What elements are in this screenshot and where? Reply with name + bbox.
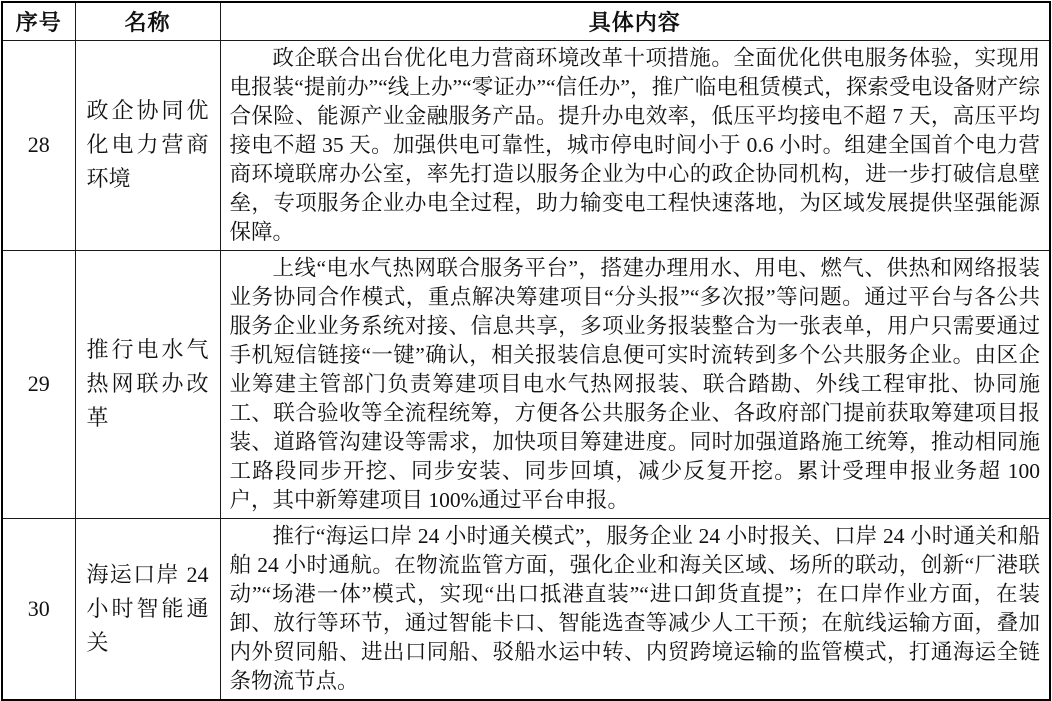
row-number-cell: 30 bbox=[2, 518, 75, 700]
measure-content-cell: 政企联合出台优化电力营商环境改革十项措施。全面优化供电服务体验，实现用电报装“提前办”“线上办”“零证办”“信任办”，推广临电租赁模式，探索受电设备财产综合保险、能源产业金融服务产品。提升办电效率，低压平均接电不超 7 天，高压平均接电不超 35 天。加强供电可靠性，城市停电时间小于 0.6 小时。组建全国首个电力营商环境联席办公室，率先打造以服务企业为中心的政企协同机构，进一步打破信息壁垒，专项服务企业办电全过程，助力输变电工程快速落地，为区域发展提供坚强能源保障。 bbox=[220, 40, 1050, 250]
policy-measures-table bbox=[1, 1, 1051, 701]
row-number-cell: 29 bbox=[2, 250, 75, 518]
measure-content-cell: 推行“海运口岸 24 小时通关模式”，服务企业 24 小时报关、口岸 24 小时通关和船舶 24 小时通航。在物流监管方面，强化企业和海关区域、场所的联动，创新“厂港联动”“场港一体”模式，实现“出口抵港直装”“进口卸货直提”；在口岸作业方面，在装卸、放行等环节，通过智能卡口、智能选查等减少人工干预；在航线运输方面，叠加内外贸同船、进出口同船、驳船水运中转、内贸跨境运输的监管模式，打通海运全链条物流节点。 bbox=[220, 518, 1050, 700]
column-header-name: 名称 bbox=[75, 2, 220, 40]
row-number-cell: 28 bbox=[2, 40, 75, 250]
document-page bbox=[0, 1, 1052, 693]
measure-name-cell: 推行电水气热网联办改革 bbox=[75, 250, 220, 518]
measure-name-cell: 海运口岸 24 小时智能通关 bbox=[75, 518, 220, 700]
table-header-row bbox=[2, 2, 1050, 40]
measure-content-cell: 上线“电水气热网联合服务平台”，搭建办理用水、用电、燃气、供热和网络报装业务协同合作模式，重点解决筹建项目“分头报”“多次报”等问题。通过平台与各公共服务企业业务系统对接、信息共享，多项业务报装整合为一张表单，用户只需要通过手机短信链接“一键”确认，相关报装信息便可实时流转到多个公共服务企业。由区企业筹建主管部门负责筹建项目电水气热网报装、联合踏勘、外线工程审批、协同施工、联合验收等全流程统筹，方便各公共服务企业、各政府部门提前获取筹建项目报装、道路管沟建设等需求，加快项目筹建进度。同时加强道路施工统筹，推动相同施工路段同步开挖、同步安装、同步回填，减少反复开挖。累计受理申报业务超 100 户，其中新筹建项目 100%通过平台申报。 bbox=[220, 250, 1050, 518]
table-row bbox=[2, 250, 1050, 518]
column-header-content: 具体内容 bbox=[220, 2, 1050, 40]
table-row bbox=[2, 40, 1050, 250]
measure-name-cell: 政企协同优化电力营商环境 bbox=[75, 40, 220, 250]
table-row bbox=[2, 518, 1050, 700]
column-header-number: 序号 bbox=[2, 2, 75, 40]
